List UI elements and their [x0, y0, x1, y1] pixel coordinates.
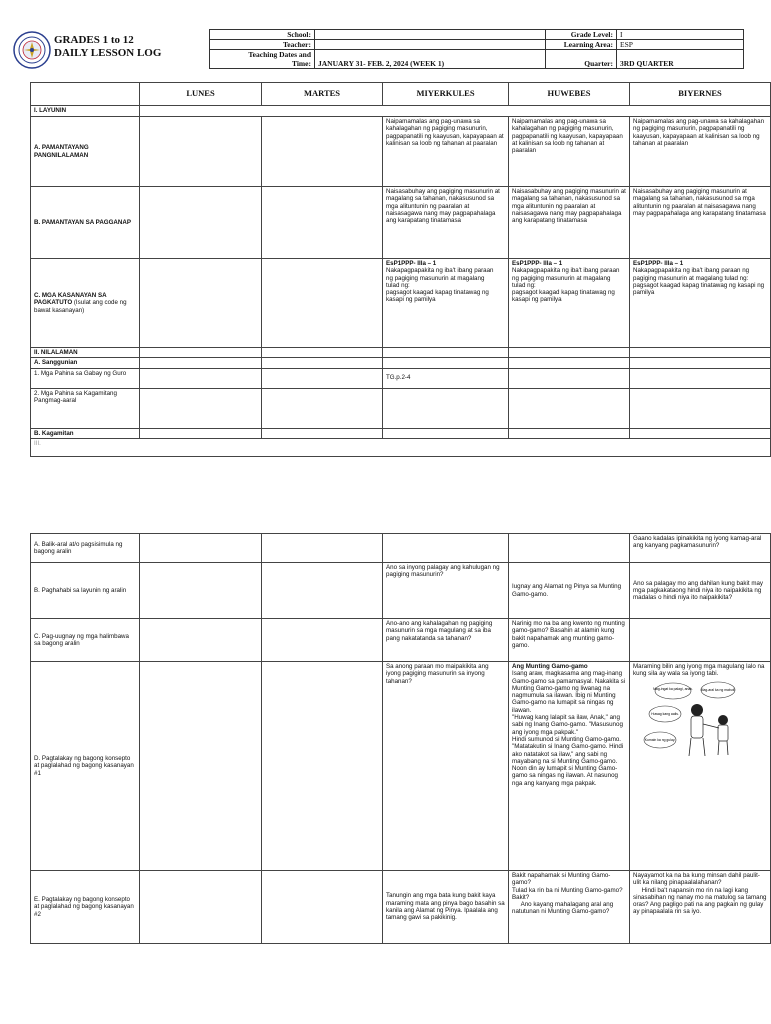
cell-empty — [262, 619, 383, 662]
quarter-label: Quarter: — [546, 50, 617, 69]
cell-empty — [383, 348, 509, 358]
day-header-huwebes: HUWEBES — [509, 83, 630, 106]
cell-pamantayang-thu: Naipamamalas ang pag-unawa sa kahalagahan ng pagiging masunurin, pagpapanatili ng kaayusan, kapayapaan at kalinisan sa loob ng tahanan at paaralan — [509, 117, 630, 187]
cell-empty — [509, 534, 630, 563]
cell-empty — [140, 428, 262, 438]
school-value — [315, 30, 546, 40]
cell-empty — [140, 187, 262, 259]
cell-empty — [630, 388, 771, 428]
mother-body — [691, 716, 703, 738]
quarter-value: 3RD QUARTER — [617, 50, 744, 69]
story-title: Ang Munting Gamo-gamo — [512, 663, 588, 670]
section-sanggunian: A. Sanggunian — [31, 358, 140, 368]
section-layunin: I. LAYUNIN — [31, 106, 140, 117]
cell-paghahabi-wed: Ano sa inyong palagay ang kahulugan ng pagiging masunurin? — [383, 563, 509, 619]
cell-empty — [509, 388, 630, 428]
cell-pag-uugnay-thu: Narinig mo na ba ang kwento ng munting gamo-gamo? Basahin at alamin kung bakit napahamak ang munting gamo-gamo. — [509, 619, 630, 662]
cell-empty — [630, 358, 771, 368]
cell-empty — [262, 563, 383, 619]
document-title: GRADES 1 to 12 DAILY LESSON LOG — [54, 34, 162, 59]
cell-empty — [262, 428, 383, 438]
row-label-kagamitang: 2. Mga Pahina sa Kagamitang Pangmag-aaral — [31, 388, 140, 428]
cell-empty — [383, 534, 509, 563]
cell-paghahabi-thu: Iugnay ang Alamat ng Pinya sa Munting Gamo-gamo. — [509, 563, 630, 619]
cell-empty — [262, 534, 383, 563]
row-label-gabay: 1. Mga Pahina sa Gabay ng Guro — [31, 368, 140, 388]
teaching-dates-value: JANUARY 31- FEB. 2, 2024 (WEEK 1) — [315, 50, 546, 69]
cell-balik-aral-fri: Gaano kadalas ipinakikita ng iyong kamag-aral ang kanyang pagkamasunurin? — [630, 534, 771, 563]
corner-cell — [31, 83, 140, 106]
day-header-biyernes: BIYERNES — [630, 83, 771, 106]
learning-area-value: ESP — [617, 40, 744, 50]
cell-empty — [140, 348, 262, 358]
bubble-3-text: Huwag kang aalis. — [651, 711, 679, 716]
cell-empty — [262, 871, 383, 944]
day-header-lunes: LUNES — [140, 83, 262, 106]
teacher-label: Teacher: — [210, 40, 315, 50]
child-body — [718, 725, 728, 741]
lesson-log-table-top — [30, 82, 771, 457]
cell-pagtalakay-1-wed: Sa anong paraan mo maipakikita ang iyong pagiging masunurin sa inyong tahanan? — [383, 662, 509, 871]
cell-empty — [383, 388, 509, 428]
bubble-1-text: Mag-ingat ka palagi, anak. — [653, 686, 693, 691]
row-label-kasanayan: C. MGA KASANAYAN SA PAGKATUTO (Isulat ang code ng bawat kasanayan) — [31, 259, 140, 348]
child-head — [718, 715, 728, 725]
cell-gabay-wed: TG.p.2-4 — [383, 368, 509, 388]
cell-empty — [383, 358, 509, 368]
cell-empty — [140, 368, 262, 388]
day-header-miyerkules: MIYERKULES — [383, 83, 509, 106]
cell-empty — [140, 117, 262, 187]
cell-kasanayan-wed: EsP1PPP- IIIa – 1 Nakapagpapakita ng iba't ibang paraan ng pagiging masunurin at magalang tulad ng: pagsagot kaagad kapag tinatawag ng kasapi ng pamilya — [383, 259, 509, 348]
cell-empty — [262, 187, 383, 259]
bubble-4-text: Kumain ka ng gulay. — [644, 737, 676, 742]
row-label-pag-uugnay: C. Pag-uugnay ng mga halimbawa sa bagong aralin — [31, 619, 140, 662]
holding-hands — [703, 724, 719, 728]
cell-pagtalakay-2-fri: Nayayamot ka na ba kung minsan dahil paulit-ulit ka nilang pinapaalalahanan? Hindi ba't napansin mo rin na lagi kang sinasabihan ng nanay mo na matulog sa tamang oras? Ang pagligo pati na ang pagkain ng gulay ay pinapaalala rin sa iyo. — [630, 871, 771, 944]
cell-empty — [140, 662, 262, 871]
cell-empty — [262, 117, 383, 187]
cell-pag-uugnay-wed: Ano-ano ang kahalagahan ng pagiging masunurin sa mga magulang at sa iba pang nakatatanda sa tahanan? — [383, 619, 509, 662]
cell-empty — [140, 358, 262, 368]
mother-head — [691, 704, 703, 716]
cell-pamantayang-wed: Naipamamalas ang pag-unawa sa kahalagahan ng pagiging masunurin, pagpapanatili ng kaayusan, kapayapaan at kalinisan sa loob ng tahanan at paaralan — [383, 117, 509, 187]
cell-pagganap-fri: Naisasabuhay ang pagiging masunurin at magalang sa tahanan, nakasusunod sa mga alituntunin ng paaralan at naisasagawa nang may pagpapahalaga ang karapatang tinatamasa — [630, 187, 771, 259]
cell-empty — [262, 388, 383, 428]
mother-legs — [689, 738, 705, 756]
cell-empty — [140, 259, 262, 348]
cell-empty — [262, 662, 383, 871]
cell-pagtalakay-2-thu: Bakit napahamak si Munting Gamo-gamo? Tulad ka rin ba ni Munting Gamo-gamo? Bakit? Ano kayang mahalagang aral ang natutunan ni Munting Gamo-gamo? — [509, 871, 630, 944]
parent-child-illustration — [633, 680, 751, 758]
cell-empty — [509, 428, 630, 438]
row-label-pagtalakay-1: D. Pagtalakay ng bagong konsepto at paglalahad ng bagong kasanayan #1 — [31, 662, 140, 871]
school-label: School: — [210, 30, 315, 40]
cell-empty — [262, 259, 383, 348]
teaching-dates-label: Teaching Dates and Time: — [210, 50, 315, 69]
cell-pagtalakay-1-thu: Ang Munting Gamo-gamo Isang araw, magkasama ang mag-inang Gamo-gamo sa pamamasyal. Nakakita si Munting Gamo-gamo ng liwanag na nagmumula sa ilawan. Ibig ni Munting Gamo-gamo na lumapit sa ningas ng ilawan. "Huwag kang lalapit sa ilaw, Anak," ang sabi ng Inang Gamo-gamo. "Masusunog ang iyong mga pakpak." Hindi sumunod si Munting Gamo-gamo. "Matatakutin si Inang Gamo-gamo. Hindi ako natatakot sa ilaw," ang sabi ng mayabang na si Munting Gamo-gamo. Noon din ay lumapit si Munting Gamo-gamo sa ningas ng ilawan. At nasunog nga ang kanyang mga pakpak. — [509, 662, 630, 871]
row-label-paghahabi: B. Paghahabi sa layunin ng aralin — [31, 563, 140, 619]
deped-seal-icon — [13, 31, 51, 69]
cell-empty — [262, 348, 383, 358]
learning-area-label: Learning Area: — [546, 40, 617, 50]
grade-level-value: I — [617, 30, 744, 40]
cell-empty — [140, 388, 262, 428]
row-label-pamantayang: A. PAMANTAYANG PANGNILALAMAN — [31, 117, 140, 187]
cell-pagganap-wed: Naisasabuhay ang pagiging masunurin at magalang sa tahanan, nakasusunod sa mga alituntunin ng paaralan at naisasagawa nang may pagpapahalaga ang karapatang tinatamasa — [383, 187, 509, 259]
cell-empty — [140, 619, 262, 662]
section-layunin-span — [140, 106, 771, 117]
cell-pagtalakay-2-wed: Tanungin ang mga bata kung bakit kaya maraming mata ang pinya bago basahin sa kanila ang Alamat ng Pinya. Ipaalala ang tamang gawi sa pakikinig. — [383, 871, 509, 944]
cell-paghahabi-fri: Ano sa palagay mo ang dahilan kung bakit may mga pagkakataong hindi niya ito naipakikita ng madalas o hindi niya ito naipakikita? — [630, 563, 771, 619]
child-legs — [718, 741, 728, 755]
cell-empty — [383, 428, 509, 438]
grade-level-label: Grade Level: — [546, 30, 617, 40]
cell-empty — [509, 358, 630, 368]
cell-empty — [509, 368, 630, 388]
cell-empty — [630, 348, 771, 358]
cell-empty — [509, 348, 630, 358]
speech-bubble-1 — [655, 683, 691, 699]
header-info-table — [209, 29, 744, 69]
cell-empty — [262, 368, 383, 388]
section-iii: III. — [31, 438, 771, 456]
cell-empty — [262, 358, 383, 368]
bubble-2-text: Mag-aral ka ng mabuti. — [700, 687, 736, 692]
cell-kasanayan-fri: EsP1PPP- IIIa – 1 Nakapagpapakita ng iba't ibang paraan ng pagiging masunurin at magalang tulad ng: pagsagot kaagad kapag tinatawag ng kasapi ng pamilya — [630, 259, 771, 348]
section-kagamitan: B. Kagamitan — [31, 428, 140, 438]
cell-empty — [140, 563, 262, 619]
row-label-balik-aral: A. Balik-aral at/o pagsisimula ng bagong aralin — [31, 534, 140, 563]
cell-empty — [140, 871, 262, 944]
row-label-pagtalakay-2: E. Pagtalakay ng bagong konsepto at paglalahad ng bagong kasanayan #2 — [31, 871, 140, 944]
cell-pagtalakay-1-fri: Maraming bilin ang iyong mga magulang lalo na kung sila ay wala sa iyong tabi. Mag-ingat ka palagi, anak. Mag-aral ka ng mabuti. Huwag kang aalis. Kumain ka ng gulay. — [630, 662, 771, 871]
row-label-pagganap: B. PAMANTAYAN SA PAGGANAP — [31, 187, 140, 259]
teacher-value — [315, 40, 546, 50]
cell-kasanayan-thu: EsP1PPP- IIIa – 1 Nakapagpapakita ng iba't ibang paraan ng pagiging masunurin at magalang tulad ng: pagsagot kaagad kapag tinatawag ng kasapi ng pamilya — [509, 259, 630, 348]
cell-empty — [630, 619, 771, 662]
cell-empty — [630, 428, 771, 438]
cell-empty — [630, 368, 771, 388]
section-nilalaman: II. NILALAMAN — [31, 348, 140, 358]
lesson-log-table-procedures — [30, 533, 771, 944]
day-header-martes: MARTES — [262, 83, 383, 106]
cell-pamantayang-fri: Naipamamalas ang pag-unawa sa kahalagahan ng pagiging masunurin, pagpapanatili ng kaayusan, kapayapaan at kalinisan sa loob ng tahanan at paaralan — [630, 117, 771, 187]
header — [10, 29, 768, 73]
cell-empty — [140, 534, 262, 563]
cell-pagganap-thu: Naisasabuhay ang pagiging masunurin at magalang sa tahanan, nakasusunod sa mga alituntunin ng paaralan at naisasagawa nang may pagpapahalaga ang karapatang tinatamasa — [509, 187, 630, 259]
